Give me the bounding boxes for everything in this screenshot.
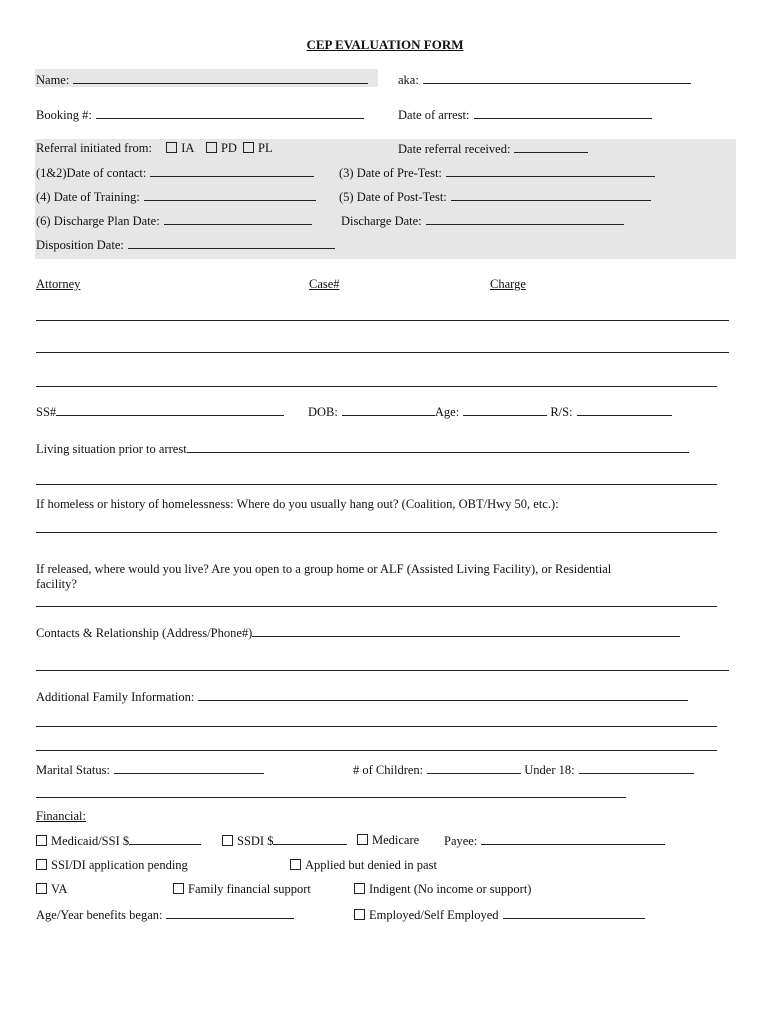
pl-checkbox[interactable]	[243, 142, 254, 153]
ssi-pending-option	[36, 858, 188, 873]
employed-label: Employed/Self Employed	[369, 908, 499, 922]
released-line[interactable]	[36, 606, 717, 607]
applied-denied-option	[290, 858, 437, 873]
date-posttest-label: (5) Date of Post-Test:	[339, 190, 447, 204]
va-option	[36, 882, 67, 897]
date-contact-row	[36, 165, 314, 181]
date-contact-label: (1&2)Date of contact:	[36, 166, 147, 180]
employed-option	[354, 907, 645, 923]
medicare-option	[357, 833, 419, 848]
referral-label: Referral initiated from:	[36, 141, 152, 155]
payee-input[interactable]	[481, 833, 665, 845]
booking-input[interactable]	[96, 107, 364, 119]
marital-row	[36, 762, 264, 778]
ssi-pending-checkbox[interactable]	[36, 859, 47, 870]
date-contact-input[interactable]	[150, 165, 314, 177]
discharge-plan-row	[36, 213, 312, 229]
date-arrest-input[interactable]	[474, 107, 652, 119]
family-line-3[interactable]	[36, 750, 717, 751]
contacts-row	[36, 625, 680, 641]
children-label: # of Children:	[353, 763, 424, 777]
under18-input[interactable]	[579, 762, 694, 774]
contacts-line-2[interactable]	[36, 670, 729, 671]
ia-label: IA	[181, 141, 194, 155]
charge-line-1[interactable]	[36, 320, 729, 321]
under18-label: Under 18:	[524, 763, 575, 777]
age-input[interactable]	[463, 404, 547, 416]
rs-label: R/S:	[550, 405, 573, 419]
children-row	[353, 762, 694, 778]
age-year-row	[36, 907, 294, 923]
homeless-question: If homeless or history of homelessness: Where do you usually hang out? (Coalition, OBT/Hwy 50, etc.):	[36, 497, 559, 511]
date-training-row	[36, 189, 316, 205]
released-question-line2: facility?	[36, 577, 77, 591]
payee-label: Payee:	[444, 834, 478, 848]
ssdi-amount-input[interactable]	[273, 833, 347, 845]
released-question-line1: If released, where would you live? Are you open to a group home or ALF (Assisted Living Facility), or Residential	[36, 562, 612, 576]
discharge-plan-label: (6) Discharge Plan Date:	[36, 214, 160, 228]
medicaid-checkbox[interactable]	[36, 835, 47, 846]
va-label: VA	[51, 882, 68, 896]
ss-input[interactable]	[56, 404, 284, 416]
dob-row	[308, 404, 672, 420]
medicare-label: Medicare	[372, 833, 420, 847]
disposition-row	[36, 237, 335, 253]
family-input[interactable]	[198, 689, 688, 701]
living-input[interactable]	[187, 441, 689, 453]
referral-row	[36, 141, 273, 156]
ssdi-checkbox[interactable]	[222, 835, 233, 846]
attorney-header: Attorney	[36, 277, 81, 291]
date-posttest-input[interactable]	[451, 189, 651, 201]
children-input[interactable]	[427, 762, 521, 774]
marital-label: Marital Status:	[36, 763, 110, 777]
booking-field-row	[36, 107, 364, 123]
employed-checkbox[interactable]	[354, 909, 365, 920]
applied-denied-label: Applied but denied in past	[305, 858, 437, 872]
family-row	[36, 689, 688, 705]
date-referral-label: Date referral received:	[398, 142, 511, 156]
living-row	[36, 441, 689, 457]
employed-input[interactable]	[503, 907, 645, 919]
homeless-line[interactable]	[36, 532, 717, 533]
medicaid-option	[36, 833, 201, 849]
date-referral-input[interactable]	[514, 141, 588, 153]
age-label: Age:	[434, 405, 460, 419]
discharge-date-input[interactable]	[426, 213, 624, 225]
family-label: Additional Family Information:	[36, 690, 195, 704]
applied-denied-checkbox[interactable]	[290, 859, 301, 870]
marital-input[interactable]	[114, 762, 264, 774]
pl-label: PL	[258, 141, 273, 155]
date-pretest-label: (3) Date of Pre-Test:	[339, 166, 442, 180]
ssdi-label: SSDI $	[237, 834, 274, 848]
family-support-label: Family financial support	[188, 882, 311, 896]
discharge-date-row	[341, 213, 624, 229]
date-arrest-label: Date of arrest:	[398, 108, 470, 122]
marital-line-2[interactable]	[36, 797, 626, 798]
date-posttest-row	[339, 189, 651, 205]
date-arrest-field-row	[398, 107, 652, 123]
family-line-2[interactable]	[36, 726, 717, 727]
indigent-option	[354, 882, 531, 897]
ssdi-option	[222, 833, 347, 849]
name-field-row	[36, 72, 368, 88]
charge-line-3[interactable]	[36, 386, 717, 387]
booking-label: Booking #:	[36, 108, 92, 122]
name-input[interactable]	[73, 72, 368, 84]
rs-input[interactable]	[577, 404, 672, 416]
financial-header: Financial:	[36, 809, 86, 823]
date-pretest-input[interactable]	[446, 165, 655, 177]
dob-input[interactable]	[342, 404, 435, 416]
ssi-pending-label: SSI/DI application pending	[51, 858, 188, 872]
charge-line-2[interactable]	[36, 352, 729, 353]
case-header: Case#	[309, 277, 340, 291]
discharge-date-label: Discharge Date:	[341, 214, 422, 228]
discharge-plan-input[interactable]	[164, 213, 312, 225]
date-referral-row	[398, 141, 588, 157]
ss-row	[36, 404, 284, 420]
family-support-checkbox[interactable]	[173, 883, 184, 894]
aka-field-row	[398, 72, 691, 88]
ia-checkbox[interactable]	[166, 142, 177, 153]
pd-checkbox[interactable]	[206, 142, 217, 153]
charge-header: Charge	[490, 277, 526, 291]
living-line-2[interactable]	[36, 484, 717, 485]
living-label: Living situation prior to arrest	[36, 442, 187, 456]
pd-label: PD	[220, 141, 237, 155]
aka-label: aka:	[398, 73, 419, 87]
age-year-label: Age/Year benefits began:	[36, 908, 163, 922]
age-year-input[interactable]	[166, 907, 294, 919]
indigent-checkbox[interactable]	[354, 883, 365, 894]
date-pretest-row	[339, 165, 655, 181]
medicare-checkbox[interactable]	[357, 834, 368, 845]
ss-label: SS#	[36, 405, 57, 419]
va-checkbox[interactable]	[36, 883, 47, 894]
family-support-option	[173, 882, 311, 897]
indigent-label: Indigent (No income or support)	[369, 882, 532, 896]
date-training-input[interactable]	[144, 189, 316, 201]
aka-input[interactable]	[423, 72, 691, 84]
date-training-label: (4) Date of Training:	[36, 190, 140, 204]
dob-label: DOB:	[308, 405, 338, 419]
disposition-input[interactable]	[128, 237, 335, 249]
contacts-label: Contacts & Relationship (Address/Phone#)	[36, 626, 253, 640]
form-title: CEP EVALUATION FORM	[306, 37, 464, 52]
disposition-label: Disposition Date:	[36, 238, 124, 252]
contacts-input[interactable]	[252, 625, 680, 637]
name-label: Name:	[36, 73, 70, 87]
medicaid-label: Medicaid/SSI $	[51, 834, 130, 848]
payee-row	[444, 833, 665, 849]
medicaid-amount-input[interactable]	[129, 833, 201, 845]
